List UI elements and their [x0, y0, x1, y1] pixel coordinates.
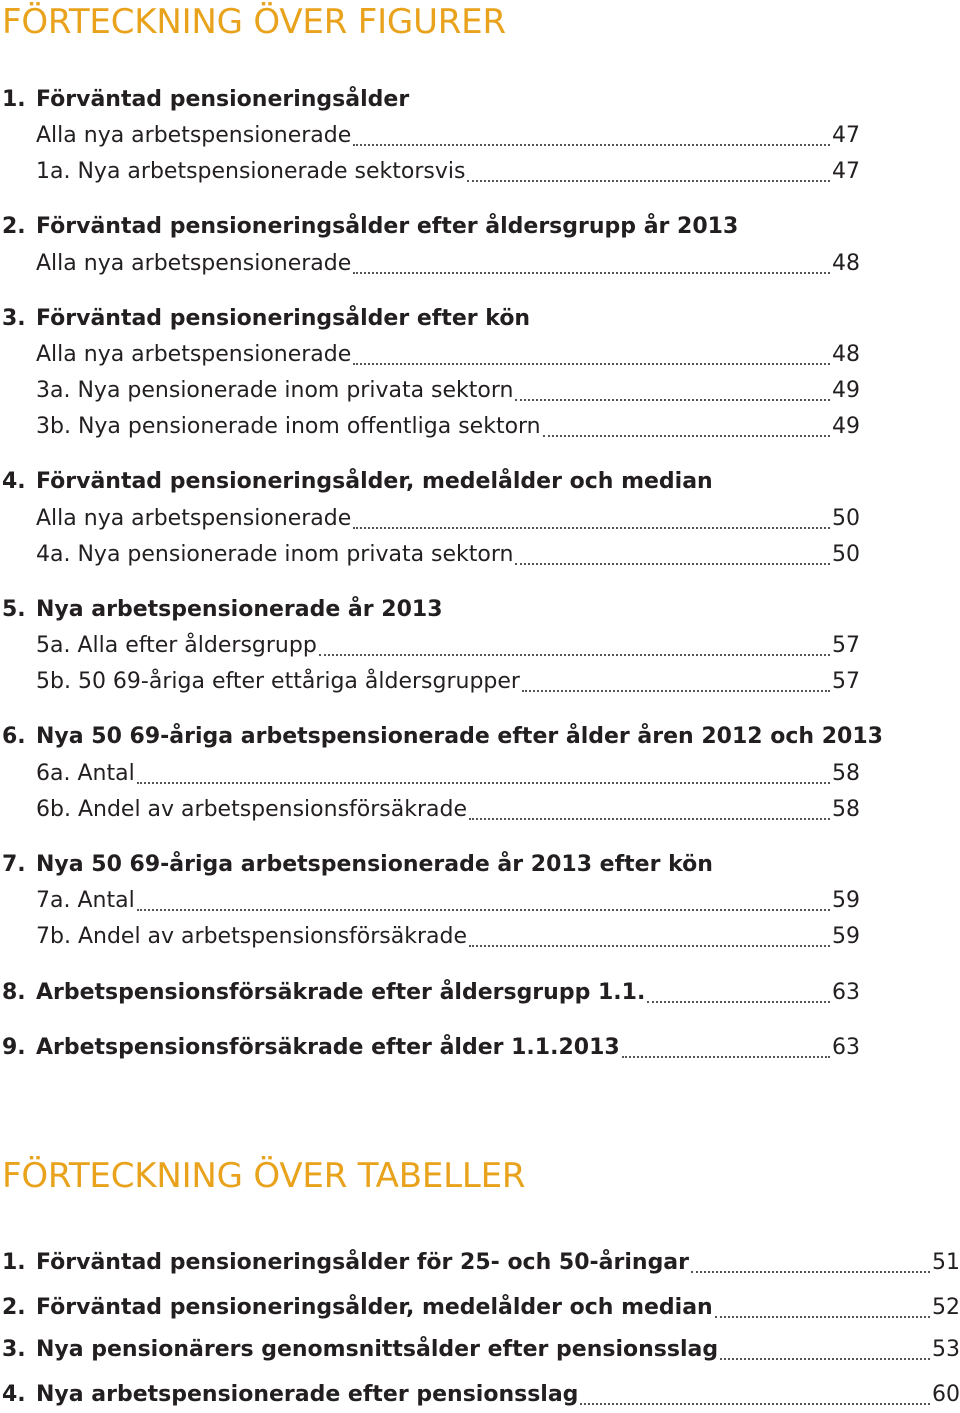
toc-entry[interactable] — [0, 628, 860, 664]
toc-entry-label: 3b. Nya pensionerade inom offentliga sektorn — [36, 414, 541, 439]
page-number: 58 — [832, 761, 860, 786]
figure-group-title — [0, 209, 860, 245]
dot-leader — [353, 272, 830, 274]
dot-leader — [353, 363, 830, 365]
toc-entry[interactable] — [0, 1030, 860, 1066]
toc-entry[interactable] — [0, 1332, 960, 1368]
toc-entry[interactable] — [0, 792, 860, 828]
dot-leader — [720, 1358, 930, 1360]
figure-number: 2. — [2, 214, 26, 239]
table-title: Nya arbetspensionerade efter pensionsslag — [36, 1382, 579, 1407]
table-number: 1. — [2, 1250, 26, 1275]
toc-entry[interactable] — [0, 373, 860, 409]
page-number: 63 — [832, 1035, 860, 1060]
page-number: 49 — [832, 414, 860, 439]
figure-number: 1. — [2, 87, 26, 112]
figure-title: Förväntad pensioneringsålder efter kön — [36, 306, 531, 331]
dot-leader — [353, 527, 830, 529]
figure-title: Förväntad pensioneringsålder — [36, 87, 410, 112]
page-number: 50 — [832, 506, 860, 531]
figure-title: Nya 50 69-åriga arbetspensionerade efter ålder åren 2012 och 2013 — [36, 724, 883, 749]
dot-leader — [469, 945, 830, 947]
figure-group-title — [0, 592, 860, 628]
page-number: 48 — [832, 342, 860, 367]
figure-title: Nya arbetspensionerade år 2013 — [36, 597, 443, 622]
toc-entry[interactable] — [0, 537, 860, 573]
figure-number: 5. — [2, 597, 26, 622]
dot-leader — [137, 782, 830, 784]
tables-heading: FÖRTECKNING ÖVER TABELLER — [2, 1156, 526, 1196]
page-number: 47 — [832, 123, 860, 148]
toc-entry-label: Alla nya arbetspensionerade — [36, 342, 352, 367]
dot-leader — [515, 399, 830, 401]
figure-number: 3. — [2, 306, 26, 331]
toc-entry[interactable] — [0, 919, 860, 955]
toc-entry-label: 1a. Nya arbetspensionerade sektorsvis — [36, 159, 466, 184]
dot-leader — [691, 1271, 930, 1273]
page-number: 51 — [932, 1250, 960, 1275]
figure-number: 4. — [2, 469, 26, 494]
toc-entry-label: 6a. Antal — [36, 761, 135, 786]
page-number: 59 — [832, 888, 860, 913]
page-number: 57 — [832, 633, 860, 658]
figure-group-title — [0, 719, 883, 755]
page-number: 49 — [832, 378, 860, 403]
table-title: Nya pensionärers genomsnittsålder efter pensionsslag — [36, 1337, 719, 1362]
toc-entry-label: Alla nya arbetspensionerade — [36, 251, 352, 276]
toc-entry-label: 5b. 50 69-åriga efter ettåriga åldersgrupper — [36, 669, 520, 694]
toc-entry-label: 3a. Nya pensionerade inom privata sektorn — [36, 378, 514, 403]
page-number: 48 — [832, 251, 860, 276]
toc-entry-label: 7b. Andel av arbetspensionsförsäkrade — [36, 924, 467, 949]
toc-entry[interactable] — [0, 975, 860, 1011]
figure-group-title — [0, 301, 860, 337]
page-number: 53 — [932, 1337, 960, 1362]
toc-entry[interactable] — [0, 118, 860, 154]
dot-leader — [467, 180, 830, 182]
table-title: Förväntad pensioneringsålder, medelålder och median — [36, 1295, 713, 1320]
dot-leader — [319, 654, 830, 656]
toc-entry[interactable] — [0, 501, 860, 537]
page-number: 59 — [832, 924, 860, 949]
table-number: 2. — [2, 1295, 26, 1320]
toc-entry-label: 7a. Antal — [36, 888, 135, 913]
toc-entry-label: Alla nya arbetspensionerade — [36, 123, 352, 148]
page-number: 52 — [932, 1295, 960, 1320]
toc-entry[interactable] — [0, 664, 860, 700]
toc-entry[interactable] — [0, 1245, 960, 1281]
toc-entry[interactable] — [0, 246, 860, 282]
page-number: 47 — [832, 159, 860, 184]
dot-leader — [515, 563, 830, 565]
toc-entry[interactable] — [0, 756, 860, 792]
toc-entry-label: Alla nya arbetspensionerade — [36, 506, 352, 531]
page-number: 60 — [932, 1382, 960, 1407]
page-number: 63 — [832, 980, 860, 1005]
toc-entry[interactable] — [0, 337, 860, 373]
dot-leader — [647, 1001, 830, 1003]
toc-entry-label: 5a. Alla efter åldersgrupp — [36, 633, 317, 658]
dot-leader — [469, 818, 830, 820]
toc-entry-label: 6b. Andel av arbetspensionsförsäkrade — [36, 797, 467, 822]
figure-group-title — [0, 464, 860, 500]
figure-title: Nya 50 69-åriga arbetspensionerade år 2013 efter kön — [36, 852, 713, 877]
dot-leader — [353, 144, 830, 146]
toc-entry[interactable] — [0, 154, 860, 190]
table-number: 3. — [2, 1337, 26, 1362]
page-number: 50 — [832, 542, 860, 567]
figure-title: Arbetspensionsförsäkrade efter ålder 1.1.2013 — [36, 1035, 620, 1060]
table-number: 4. — [2, 1382, 26, 1407]
toc-entry[interactable] — [0, 409, 860, 445]
toc-entry[interactable] — [0, 1290, 960, 1326]
figure-number: 8. — [2, 980, 26, 1005]
dot-leader — [522, 690, 830, 692]
figure-number: 7. — [2, 852, 26, 877]
dot-leader — [715, 1316, 930, 1318]
figure-title: Förväntad pensioneringsålder efter åldersgrupp år 2013 — [36, 214, 739, 239]
figure-group-title — [0, 847, 860, 883]
dot-leader — [137, 909, 830, 911]
dot-leader — [543, 435, 830, 437]
dot-leader — [622, 1056, 830, 1058]
toc-entry[interactable] — [0, 883, 860, 919]
table-title: Förväntad pensioneringsålder för 25- och 50-åringar — [36, 1250, 690, 1275]
figure-title: Förväntad pensioneringsålder, medelålder och median — [36, 469, 713, 494]
dot-leader — [580, 1403, 930, 1405]
figure-title: Arbetspensionsförsäkrade efter åldersgrupp 1.1. — [36, 980, 646, 1005]
page-number: 58 — [832, 797, 860, 822]
figure-group-title — [0, 82, 860, 118]
figure-number: 9. — [2, 1035, 26, 1060]
figure-number: 6. — [2, 724, 26, 749]
toc-entry[interactable] — [0, 1377, 960, 1413]
figures-heading: FÖRTECKNING ÖVER FIGURER — [2, 2, 506, 42]
page-number: 57 — [832, 669, 860, 694]
toc-entry-label: 4a. Nya pensionerade inom privata sektorn — [36, 542, 514, 567]
